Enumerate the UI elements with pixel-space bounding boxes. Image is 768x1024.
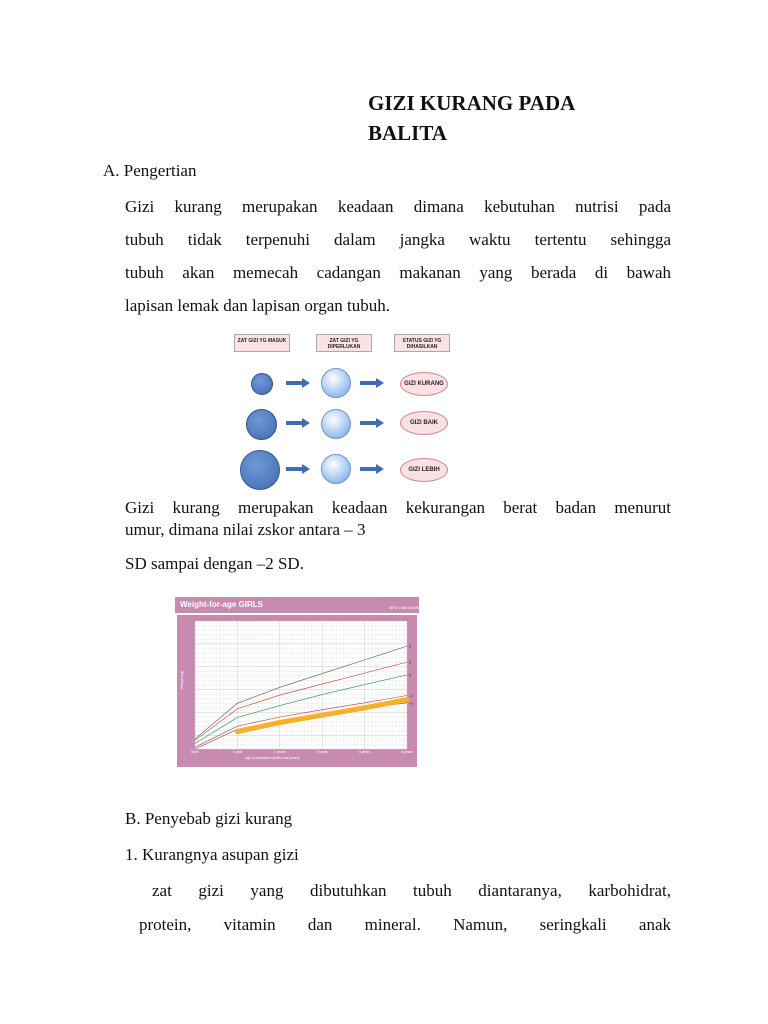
x-tick-label: 5 years xyxy=(401,750,413,754)
definition-paragraph xyxy=(125,190,671,322)
series-label: -2 xyxy=(409,693,413,699)
diagram-header-status: STATUS GIZI YG DIHASILKAN xyxy=(394,334,450,352)
paragraph-line: protein, vitamin dan mineral. Namun, seringkali anak xyxy=(139,915,671,934)
intake-circle-large xyxy=(240,450,280,490)
series-label: -3 xyxy=(409,700,413,706)
paragraph-line: SD sampai dengan –2 SD. xyxy=(125,554,304,573)
grid xyxy=(195,621,407,749)
status-oval-gizi-kurang: GIZI KURANG xyxy=(400,372,448,396)
series-label: 2 xyxy=(409,659,412,665)
required-circle xyxy=(321,368,351,398)
arrow-icon xyxy=(286,418,310,428)
arrow-icon xyxy=(360,378,384,388)
diagram-header-required: ZAT GIZI YG DIPERLUKAN xyxy=(316,334,372,352)
arrow-icon xyxy=(286,378,310,388)
section-b-heading: B. Penyebab gizi kurang xyxy=(125,809,293,828)
y-axis-label: Weight (kg) xyxy=(180,671,184,689)
series-label: 3 xyxy=(409,643,412,649)
zscore-paragraph xyxy=(125,497,671,541)
chart-footer: WHO Child Growth Standards xyxy=(389,606,436,610)
intake-circle-medium xyxy=(246,409,277,440)
title-line-1: GIZI KURANG PADA xyxy=(368,91,576,115)
paragraph-line: tubuh tidak terpenuhi dalam jangka waktu tertentu sehingga xyxy=(125,230,671,249)
required-circle xyxy=(321,409,351,439)
paragraph-line: tubuh akan memecah cadangan makanan yang berada di bawah xyxy=(125,263,671,282)
arrow-icon xyxy=(360,464,384,474)
status-oval-gizi-lebih: GIZI LEBIH xyxy=(400,458,448,482)
x-tick-label: 4 years xyxy=(358,750,371,754)
cause-item-1: 1. Kurangnya asupan gizi xyxy=(125,845,299,864)
series-label: 0 xyxy=(409,672,412,678)
x-tick-label: 3 years xyxy=(316,750,328,754)
diagram-header-intake: ZAT GIZI YG MASUK xyxy=(234,334,290,352)
arrow-icon xyxy=(286,464,310,474)
nutrition-status-diagram xyxy=(232,330,464,490)
paragraph-line: Gizi kurang merupakan keadaan kekurangan berat badan menurut xyxy=(125,498,671,517)
cause-paragraph xyxy=(139,874,671,942)
status-oval-gizi-baik: GIZI BAIK xyxy=(400,411,448,435)
page-title xyxy=(368,88,575,148)
weight-for-age-chart xyxy=(175,597,436,772)
section-a-heading: A. Pengertian xyxy=(103,161,197,180)
x-axis-label: Age (completed months and years) xyxy=(245,756,300,760)
required-circle xyxy=(321,454,351,484)
chart-title: Weight-for-age GIRLS xyxy=(180,600,263,609)
x-tick-label: 2 years xyxy=(274,750,286,754)
title-line-2: BALITA xyxy=(368,121,447,145)
arrow-icon xyxy=(360,418,384,428)
x-tick-label: Birth xyxy=(191,750,199,754)
x-tick-label: 1 year xyxy=(232,750,243,754)
paragraph-line: umur, dimana nilai zskor antara – 3 xyxy=(125,520,366,539)
paragraph-line: lapisan lemak dan lapisan organ tubuh. xyxy=(125,296,391,315)
paragraph-line: Gizi kurang merupakan keadaan dimana kebutuhan nutrisi pada xyxy=(125,197,671,216)
paragraph-line: zat gizi yang dibutuhkan tubuh diantaranya, karbohidrat, xyxy=(152,881,671,900)
intake-circle-small xyxy=(251,373,273,395)
